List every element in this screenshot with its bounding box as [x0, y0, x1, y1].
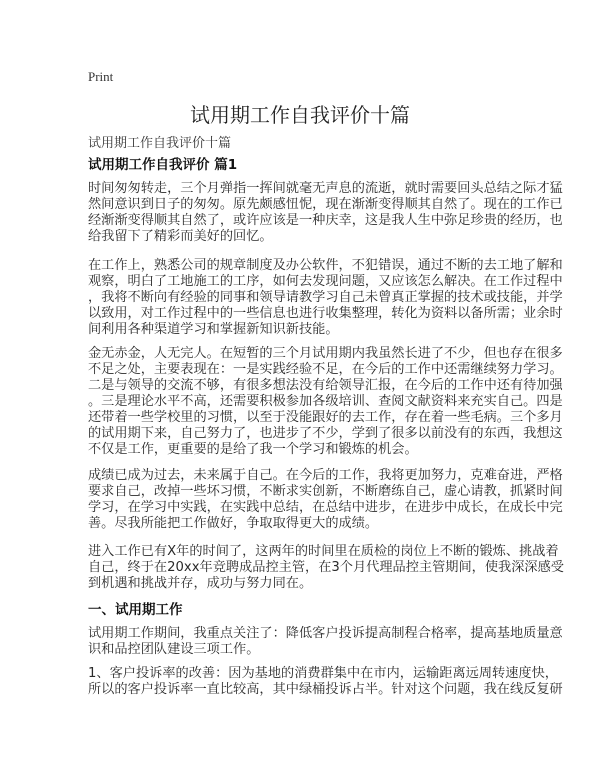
paragraph-line: 间利用各种渠道学习和掌握新知识新技能。: [88, 322, 339, 337]
paragraph-line: 金无赤金，人无完人。在短暂的三个月试用期内我虽然长进了不少，但也存在很多: [88, 346, 563, 361]
paragraph-line: 1、客户投诉率的改善：因为基地的消费群集中在市内，运输距离远周转速度快，: [88, 666, 558, 681]
paragraph: [88, 468, 563, 532]
paragraph-line: 给我留下了精彩而美好的回忆。: [88, 229, 273, 244]
page-title: 试用期工作自我评价十篇: [190, 103, 410, 127]
paragraph-line: 观察，明白了工地施工的工序，如何去发现问题，又应该怎么解决。在工作过程中: [88, 274, 563, 289]
paragraph: [88, 181, 563, 245]
paragraph: [88, 626, 563, 658]
paragraph-line: 。三是理论水平不高，还需要积极参加各级培训、查阅文献资料来充实自己。四是: [88, 394, 563, 409]
paragraph-line: 进入工作已有X年的时间了，这两年的时间里在质检的岗位上不断的锻炼、挑战着: [88, 544, 559, 559]
paragraph-line: 然间意识到日子的匆匆。原先颇感忸怩，现在渐渐变得顺其自然了。现在的工作已: [88, 197, 563, 212]
paragraph-line: 自己，终于在20xx年竞聘成品控主管，在3个月代理品控主管期间，使我深深感受: [88, 560, 564, 575]
paragraph-line: 二是与领导的交流不够，有很多想法没有给领导汇报，在今后的工作中还有待加强: [88, 378, 563, 393]
paragraph-line: 试用期工作期间，我重点关注了：降低客户投诉提高制程合格率，提高基地质量意: [88, 626, 563, 641]
paragraph-line: 在工作上，熟悉公司的规章制度及办公软件，不犯错误，通过不断的去工地了解和: [88, 258, 563, 273]
document-subtitle: 试用期工作自我评价十篇: [88, 136, 232, 151]
paragraph-line: 到机遇和挑战并存，成功与努力同在。: [88, 576, 313, 591]
paragraph-line: 学习，在学习中实践，在实践中总结，在总结中进步，在进步中成长，在成长中完: [88, 500, 563, 515]
paragraph-line: ，我将不断向有经验的同事和领导请教学习自己未曾真正掌握的技术或技能，并学: [88, 290, 563, 305]
paragraph-line: 以致用，对工作过程中的一些信息也进行收集整理，转化为资料以备所需；业余时: [88, 306, 563, 321]
print-link[interactable]: Print: [88, 69, 114, 84]
paragraph: [88, 258, 563, 338]
paragraph-line: 所以的客户投诉率一直比较高，其中绿桶投诉占半。针对这个问题，我在线反复研: [88, 682, 563, 697]
paragraph-line: 经渐渐变得顺其自然了，或许应该是一种庆幸，这是我人生中弥足珍贵的经历，也: [88, 213, 563, 228]
section-heading-2: 一、试用期工作: [88, 602, 183, 618]
paragraph-line: 的试用期下来，自己努力了，也进步了不少，学到了很多以前没有的东西，我想这: [88, 426, 563, 441]
paragraph-line: 要求自己，改掉一些坏习惯，不断求实创新，不断磨练自己，虚心请教，抓紧时间: [88, 484, 563, 499]
paragraph-line: 成绩已成为过去，未来属于自己。在今后的工作，我将更加努力，克难奋进，严格: [88, 468, 563, 483]
paragraph-line: 不足之处，主要表现在：一是实践经验不足，在今后的工作中还需继续努力学习。: [88, 362, 563, 377]
paragraph-line: 还带着一些学校里的习惯，以至于没能跟好的去工作，存在着一些毛病。三个多月: [88, 410, 563, 425]
paragraph: [88, 544, 564, 592]
paragraph-line: 善。尽我所能把工作做好，争取取得更大的成绩。: [88, 516, 379, 531]
paragraph: [88, 346, 563, 458]
section-heading-1: 试用期工作自我评价 篇1: [88, 157, 238, 173]
paragraph-line: 时间匆匆转走，三个月弹指一挥间就毫无声息的流逝，就时需要回头总结之际才猛: [88, 181, 563, 196]
paragraph: [88, 666, 563, 698]
paragraph-line: 不仅是工作，更重要的是给了我一个学习和锻炼的机会。: [88, 442, 418, 457]
paragraph-line: 识和品控团队建设三项工作。: [88, 642, 260, 657]
